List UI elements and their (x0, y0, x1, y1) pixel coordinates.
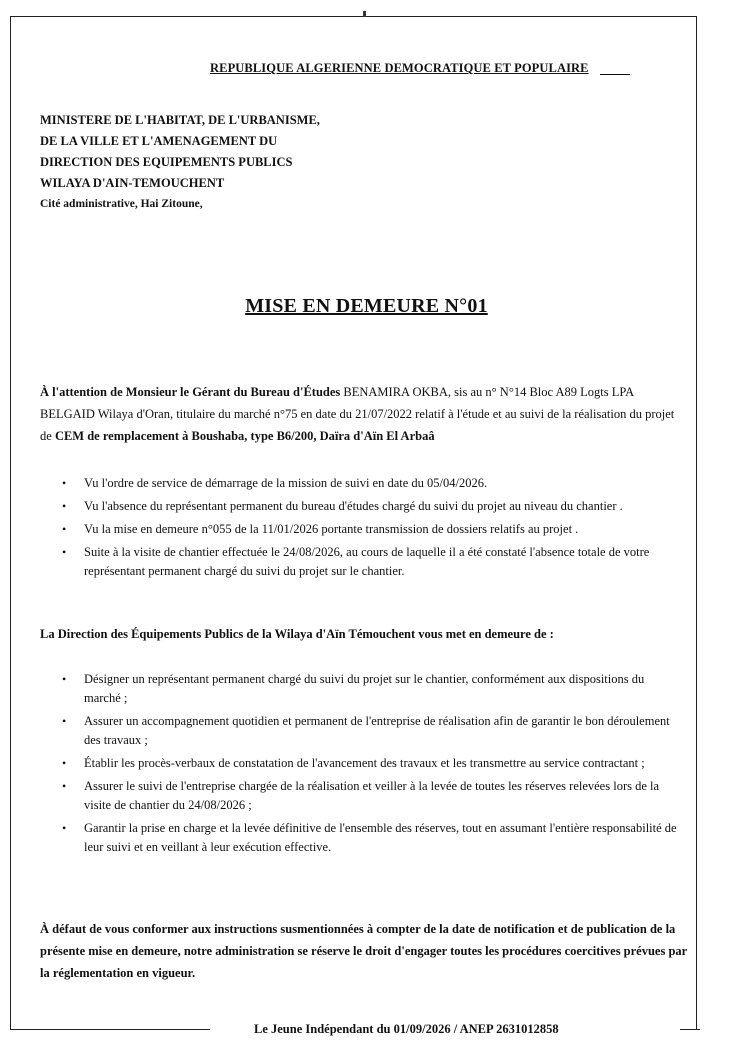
attention-body: BENAMIRA OKBA, sis au n° N°14 Bloc A89 Logts LPA BELGAID Wilaya d'Oran, titulaire du marché n°75 en date du 21/07/2022 relatif à l'étude et au suivi de la réalisation du projet de (40, 385, 675, 443)
project-name: CEM de remplacement à Boushaba, type B6/200, Daïra d'Aïn El Arbaâ (54, 429, 435, 443)
heading-underline (600, 74, 630, 75)
list-item (62, 754, 682, 773)
bullet-icon: • (62, 499, 67, 513)
list-item (62, 712, 682, 750)
list-item (62, 497, 682, 516)
document-title: MISE EN DEMEURE N°01 (245, 295, 488, 317)
bullet-icon: • (62, 522, 67, 536)
bullet-icon: • (62, 476, 67, 490)
list-item (62, 520, 682, 539)
list-item (62, 819, 682, 857)
list-item-text: Établir les procès-verbaux de constatation de l'avancement des travaux et les transmettre au service contractant ; (84, 756, 645, 770)
footer-rule-left (10, 1029, 210, 1030)
ministry-block (40, 110, 320, 215)
ministry-line: DIRECTION DES EQUIPEMENTS PUBLICS (40, 155, 293, 169)
attention-lead: À l'attention de Monsieur le Gérant du Bureau d'Études (40, 385, 341, 399)
footer-rule-right (680, 1029, 700, 1030)
republic-heading: REPUBLIQUE ALGERIENNE DEMOCRATIQUE ET POPULAIRE (210, 61, 589, 75)
list-item-text: Vu l'absence du représentant permanent du bureau d'études chargé du suivi du projet au niveau du chantier . (84, 499, 623, 513)
list-item-text: Suite à la visite de chantier effectuée le 24/08/2026, au cours de laquelle il a été constaté l'absence totale de votre représentant permanent chargé du suivi du projet sur le chantier. (84, 545, 650, 578)
closing-paragraph: À défaut de vous conformer aux instructions susmentionnées à compter de la date de notification et de publication de la présente mise en demeure, notre administration se réserve le droit d'engager toutes les procédures coercitives prévues par la réglementation en vigueur. (40, 922, 687, 980)
list-item (62, 670, 682, 708)
list-item (62, 543, 682, 581)
bullet-icon: • (62, 545, 67, 559)
list-item-text: Vu l'ordre de service de démarrage de la mission de suivi en date du 05/04/2026. (84, 476, 488, 490)
address-line: Cité administrative, Hai Zitoune, (40, 198, 203, 210)
demands-list (62, 670, 682, 861)
list-item-text: Assurer un accompagnement quotidien et permanent de l'entreprise de réalisation afin de garantir le bon déroulement des travaux ; (84, 714, 670, 747)
direction-heading: La Direction des Équipements Publics de la Wilaya d'Aïn Témouchent vous met en demeure de : (40, 627, 554, 641)
list-item-text: Assurer le suivi de l'entreprise chargée de la réalisation et veiller à la levée de toutes les réserves relevées lors de la visite de chantier du 24/08/2026 ; (84, 779, 660, 812)
ministry-line: MINISTERE DE L'HABITAT, DE L'URBANISME, (40, 113, 320, 127)
bullet-icon: • (62, 714, 67, 728)
list-item-text: Vu la mise en demeure n°055 de la 11/01/2026 portante transmission de dossiers relatifs au projet . (84, 522, 579, 536)
considerations-list (62, 474, 682, 585)
list-item-text: Désigner un représentant permanent chargé du suivi du projet sur le chantier, conformément aux dispositions du marché ; (84, 672, 645, 705)
bullet-icon: • (62, 756, 67, 770)
list-item (62, 474, 682, 493)
publication-footer (10, 1022, 700, 1036)
ministry-line: WILAYA D'AIN-TEMOUCHENT (40, 176, 225, 190)
footer-text: Le Jeune Indépendant du 01/09/2026 / ANEP 2631012858 (254, 1022, 559, 1036)
attention-paragraph (40, 381, 685, 447)
list-item (62, 777, 682, 815)
bullet-icon: • (62, 672, 67, 686)
ministry-line: DE LA VILLE ET L'AMENAGEMENT DU (40, 134, 278, 148)
bullet-icon: • (62, 779, 67, 793)
scan-mark (363, 11, 366, 17)
list-item-text: Garantir la prise en charge et la levée définitive de l'ensemble des réserves, tout en assumant l'entière responsabilité de leur suivi et en veillant à leur exécution effective. (84, 821, 677, 854)
bullet-icon: • (62, 821, 67, 835)
